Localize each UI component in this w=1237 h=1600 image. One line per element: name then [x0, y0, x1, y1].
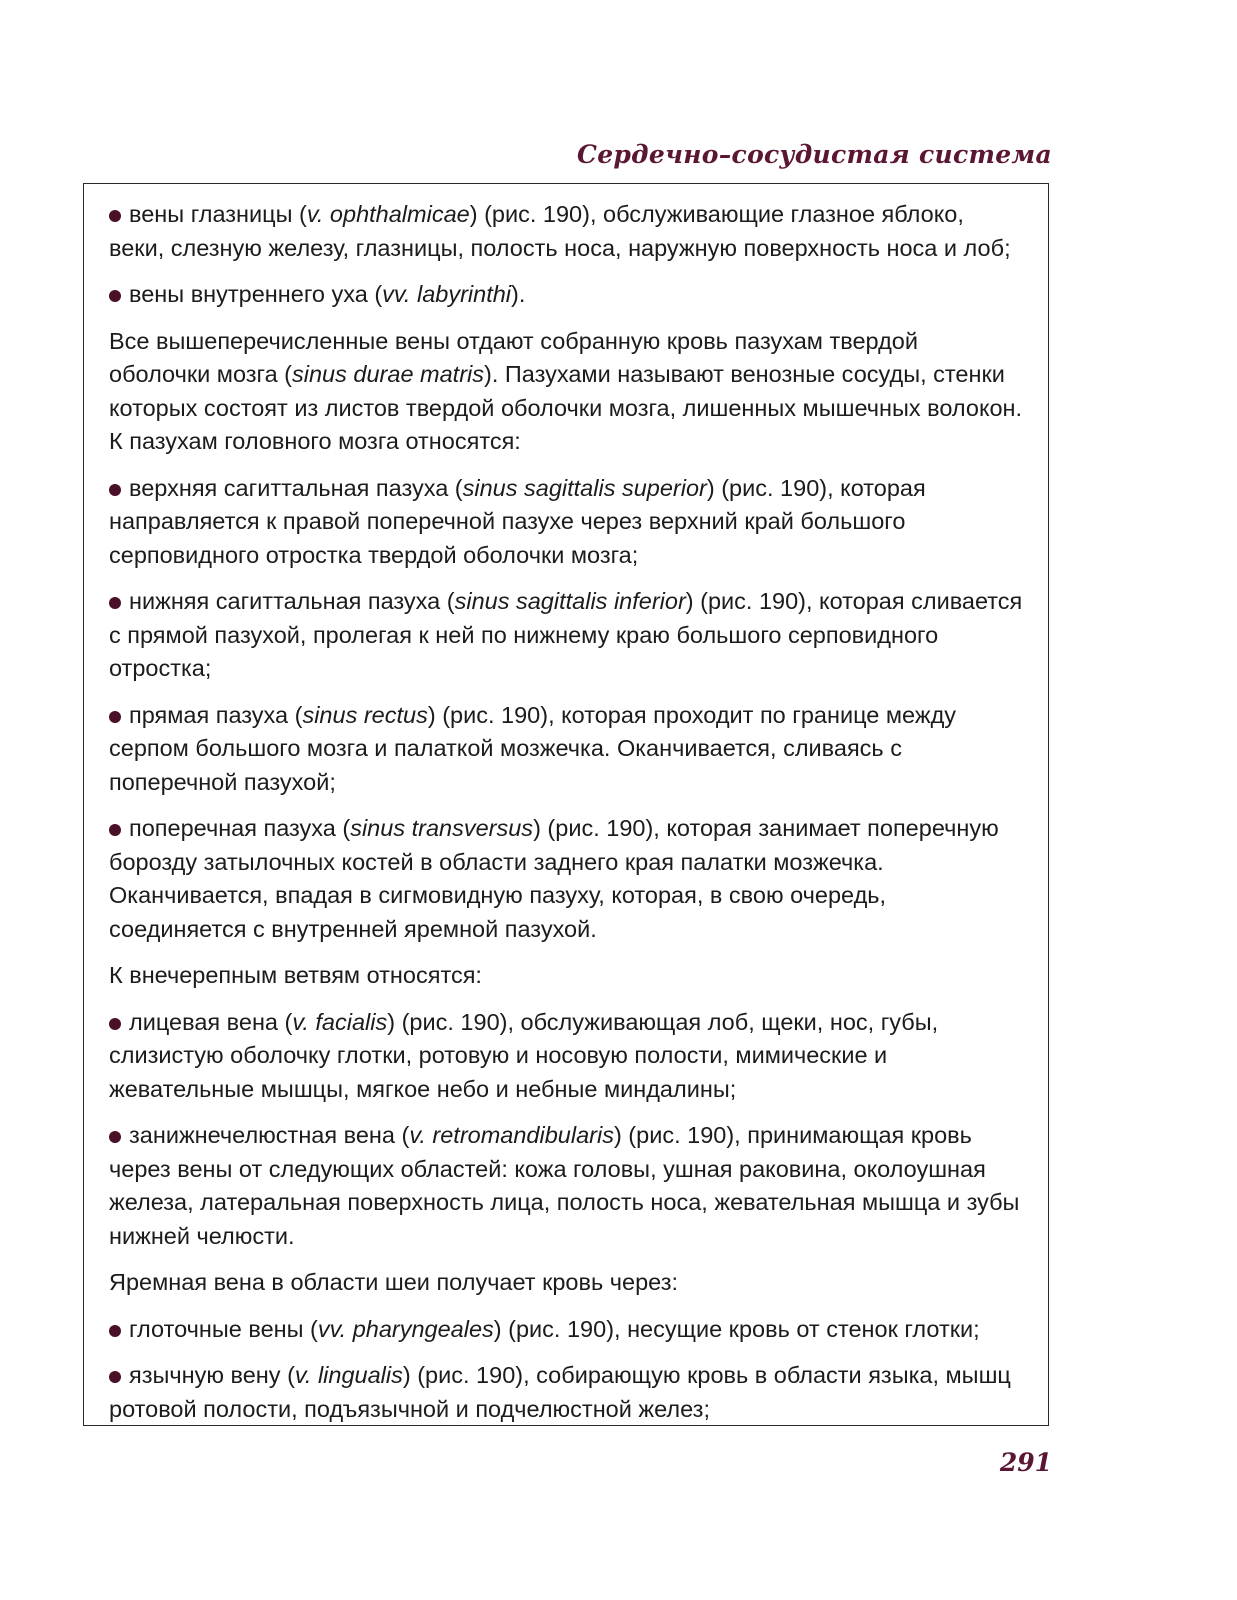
paragraph [109, 1266, 1024, 1300]
bullet-icon [109, 1371, 121, 1383]
latin-term: v. lingualis [294, 1362, 403, 1388]
latin-term: vv. labyrinthi [382, 281, 512, 307]
bullet-icon [109, 711, 121, 723]
bullet-item [109, 812, 1024, 946]
text-run: лицевая вена ( [129, 1008, 293, 1035]
latin-term: v. ophthalmicae [306, 201, 470, 227]
bullet-icon [109, 484, 121, 496]
body-text [109, 198, 1024, 1439]
latin-term: v. facialis [292, 1008, 388, 1035]
bullet-item [109, 1119, 1024, 1253]
bullet-item [109, 278, 1024, 312]
latin-term: v. retromandibularis [409, 1122, 614, 1148]
text-run: язычную вену ( [129, 1362, 295, 1388]
text-run: занижнечелюстная вена ( [129, 1122, 410, 1148]
text-run: ) (рис. 190), которая занимает поперечную борозду затылочных костей в области заднего края палатки мозжечка. Оканчивается, впадая в сигмовидную пазуху, которая, в свою очередь, соединяется с внутренней яремной пазухой. [109, 815, 999, 942]
bullet-item [109, 1359, 1024, 1426]
text-run: ). [511, 281, 526, 307]
text-run: поперечная пазуха ( [129, 815, 351, 841]
text-run: ). Пазухами называют венозные сосуды, стенки которых состоят из листов твердой оболочки мозга, лишенных мышечных волокон. К пазухам головного мозга относятся: [109, 361, 1023, 454]
bullet-icon [109, 824, 121, 836]
paragraph [109, 959, 1024, 993]
text-run: Яремная вена в области шеи получает кровь через: [109, 1269, 679, 1295]
text-run: вены внутреннего уха ( [129, 281, 383, 307]
bullet-item [109, 1006, 1024, 1107]
text-run: ) (рис. 190), несущие кровь от стенок глотки; [493, 1315, 980, 1342]
text-run: глоточные вены ( [129, 1315, 318, 1342]
bullet-item [109, 585, 1024, 686]
bullet-icon [109, 1325, 121, 1337]
text-run: ) (рис. 190), принимающая кровь через вены от следующих областей: кожа головы, ушная раковина, околоушная железа, латеральная поверхность лица, полость носа, жевательная мышца и зубы нижней челюсти. [109, 1122, 1020, 1249]
bullet-item [109, 1313, 1024, 1347]
bullet-item [109, 198, 1024, 265]
text-run: нижняя сагиттальная пазуха ( [129, 588, 455, 614]
text-run: ) (рис. 190), обслуживающая лоб, щеки, нос, губы, слизистую оболочку глотки, ротовую и носовую полости, мимические и жевательные мышцы, мягкое небо и небные миндалины; [109, 1008, 939, 1102]
bullet-icon [109, 210, 121, 222]
paragraph [109, 325, 1024, 459]
bullet-item [109, 699, 1024, 800]
latin-term: vv. pharyngeales [317, 1315, 494, 1342]
bullet-item [109, 472, 1024, 573]
latin-term: sinus rectus [302, 701, 428, 728]
bullet-icon [109, 1018, 121, 1030]
page-number: 291 [999, 1448, 1052, 1477]
bullet-icon [109, 597, 121, 609]
text-run: ) (рис. 190), которая проходит по границе между серпом большого мозга и палаткой мозжечка. Оканчивается, сливаясь с поперечной пазухой; [109, 701, 957, 795]
bullet-icon [109, 1131, 121, 1143]
latin-term: sinus sagittalis superior [462, 474, 707, 501]
bullet-icon [109, 290, 121, 302]
latin-term: sinus transversus [350, 815, 534, 841]
running-header: Сердечно–сосудистая система [577, 140, 1052, 169]
text-run: вены глазницы ( [129, 201, 307, 227]
text-run: Все вышеперечисленные вены отдают собранную кровь пазухам твердой оболочки мозга ( [109, 327, 918, 387]
text-run: ) (рис. 190), которая направляется к правой поперечной пазухе через верхний край большого серповидного отростка твердой оболочки мозга; [109, 474, 926, 568]
text-run: ) (рис. 190), которая сливается с прямой пазухой, пролегая к ней по нижнему краю большого серповидного отростка; [109, 588, 1023, 681]
text-run: К внечерепным ветвям относятся: [109, 962, 482, 988]
text-run: верхняя сагиттальная пазуха ( [129, 474, 463, 501]
latin-term: sinus durae matris [292, 361, 485, 387]
text-run: ) (рис. 190), собирающую кровь в области языка, мышц ротовой полости, подъязычной и подчелюстной желез; [109, 1362, 1011, 1422]
latin-term: sinus sagittalis inferior [454, 588, 686, 614]
text-run: ) (рис. 190), обслуживающие глазное яблоко, веки, слезную железу, глазницы, полость носа, наружную поверхность носа и лоб; [109, 201, 1011, 261]
text-run: прямая пазуха ( [129, 701, 303, 728]
